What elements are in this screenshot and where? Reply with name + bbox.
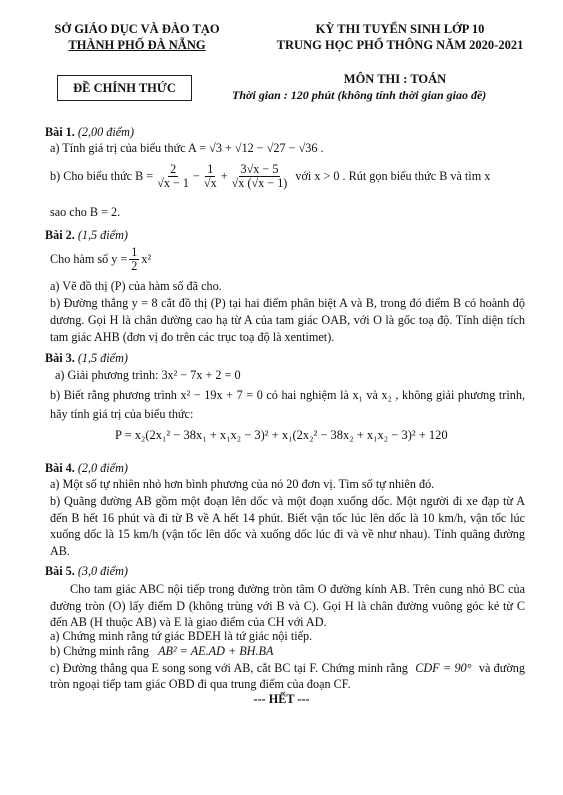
fraction-3: $\frac{3√x - 5}{√x (√x - 1)}$ [231, 161, 288, 190]
fraction-2: $\frac{1}{√x}$ [203, 161, 217, 190]
bai2-function: Cho hàm số y = $\frac{1}{2}$ x² [50, 244, 152, 273]
bai3-expression: P = x₂(2x₁² − 38x₁ + x₁x₂ − 3)² + x₁(2x₂² − 38x₂ + x₁x₂ − 3)² + 120 [115, 428, 448, 442]
bai1-b-tail: sao cho B = 2. [50, 205, 121, 219]
fraction-1: $\frac{2}{√x - 1}$ [157, 161, 190, 190]
bai5-a: a) Chứng minh rằng tứ giác BDEH là tứ giác nội tiếp. [50, 629, 313, 643]
bai2-a: a) Vẽ đồ thị (P) của hàm số đã cho. [50, 279, 222, 293]
exam-line-1: KỲ THI TUYỂN SINH LỚP 10 [315, 22, 485, 36]
fraction-half: $\frac{1}{2}$ [131, 244, 138, 273]
bai4-b: b) Quãng đường AB gồm một đoạn lên dốc và một đoạn xuống dốc. Một người đi xe đạp từ A đến B hết 16 phút và đi từ B về A hết 14 phút. Biết vận tốc lúc lên dốc là 10 km/h, vận tốc lúc xuống dốc là 15 km/h (vận tốc lên dốc và xuống dốc lúc đi và về như nhau). Tính quãng đường AB. [50, 494, 525, 558]
bai1-heading: Bài 1. (2,00 điểm) [45, 125, 135, 139]
footer-end: --- HẾT --- [253, 692, 310, 706]
bai3-b: b) Biết rằng phương trình x² − 19x + 7 = 0 có hai nghiệm là x₁ và x₂ , không giải phương trình, hãy tính giá trị của biểu thức: [50, 388, 525, 421]
bai1-b: b) Cho biểu thức B = $\frac{2}{√x - 1}$ − $\frac{1}{√x}$ + $\frac{3√x - 5}{√x (√x - 1)}$ với x > 0 . Rút gọn biểu thức B và tìm x [50, 161, 491, 190]
dept-line-1: SỞ GIÁO DỤC VÀ ĐÀO TẠO [54, 22, 220, 36]
bai5-intro: Cho tam giác ABC nội tiếp trong đường tròn tâm O đường kính AB. Trên cung nhỏ BC của đường tròn (O) lấy điểm D (không trùng với B và C). Gọi H là chân đường vuông góc kẻ từ C đến AB (H thuộc AB) và E là giao điểm của CH với AD. [50, 582, 525, 629]
bai1-a: a) Tính giá trị của biểu thức A = √3 + √12 − √27 − √36 . [50, 141, 324, 155]
bai2-b: b) Đường thẳng y = 8 cắt đồ thị (P) tại hai điểm phân biệt A và B, trong đó điểm B có hoành độ dương. Gọi H là chân đường cao hạ từ A của tam giác OAB, với O là gốc toạ độ. Tính diện tích tam giác AHB (đơn vị đo trên các trục toạ độ là xentimet). [50, 296, 525, 344]
bai4-heading: Bài 4. (2,0 điểm) [45, 461, 128, 475]
bai2-heading: Bài 2. (1,5 điểm) [45, 228, 128, 242]
dept-line-2: THÀNH PHỐ ĐÀ NẴNG [68, 38, 206, 52]
official-box: ĐỀ CHÍNH THỨC [57, 75, 192, 101]
bai4-a: a) Một số tự nhiên nhỏ hơn bình phương của nó 20 đơn vị. Tìm số tự nhiên đó. [50, 477, 435, 491]
bai5-heading: Bài 5. (3,0 điểm) [45, 564, 128, 578]
bai3-a: a) Giải phương trình: 3x² − 7x + 2 = 0 [55, 368, 241, 382]
subject: MÔN THI : TOÁN [343, 72, 447, 86]
bai5-c: c) Đường thẳng qua E song song với AB, cắt BC tại F. Chứng minh rằng CDF = 90° và đường tròn ngoại tiếp tam giác OBD đi qua trung điểm của đoạn CF. [50, 661, 525, 691]
bai3-heading: Bài 3. (1,5 điểm) [45, 351, 128, 365]
exam-line-2: TRUNG HỌC PHỔ THÔNG NĂM 2020-2021 [276, 38, 524, 52]
bai5-b: b) Chứng minh rằng AB² = AE.AD + BH.BA [50, 644, 274, 658]
duration: Thời gian : 120 phút (không tính thời gian giao đề) [232, 88, 487, 102]
